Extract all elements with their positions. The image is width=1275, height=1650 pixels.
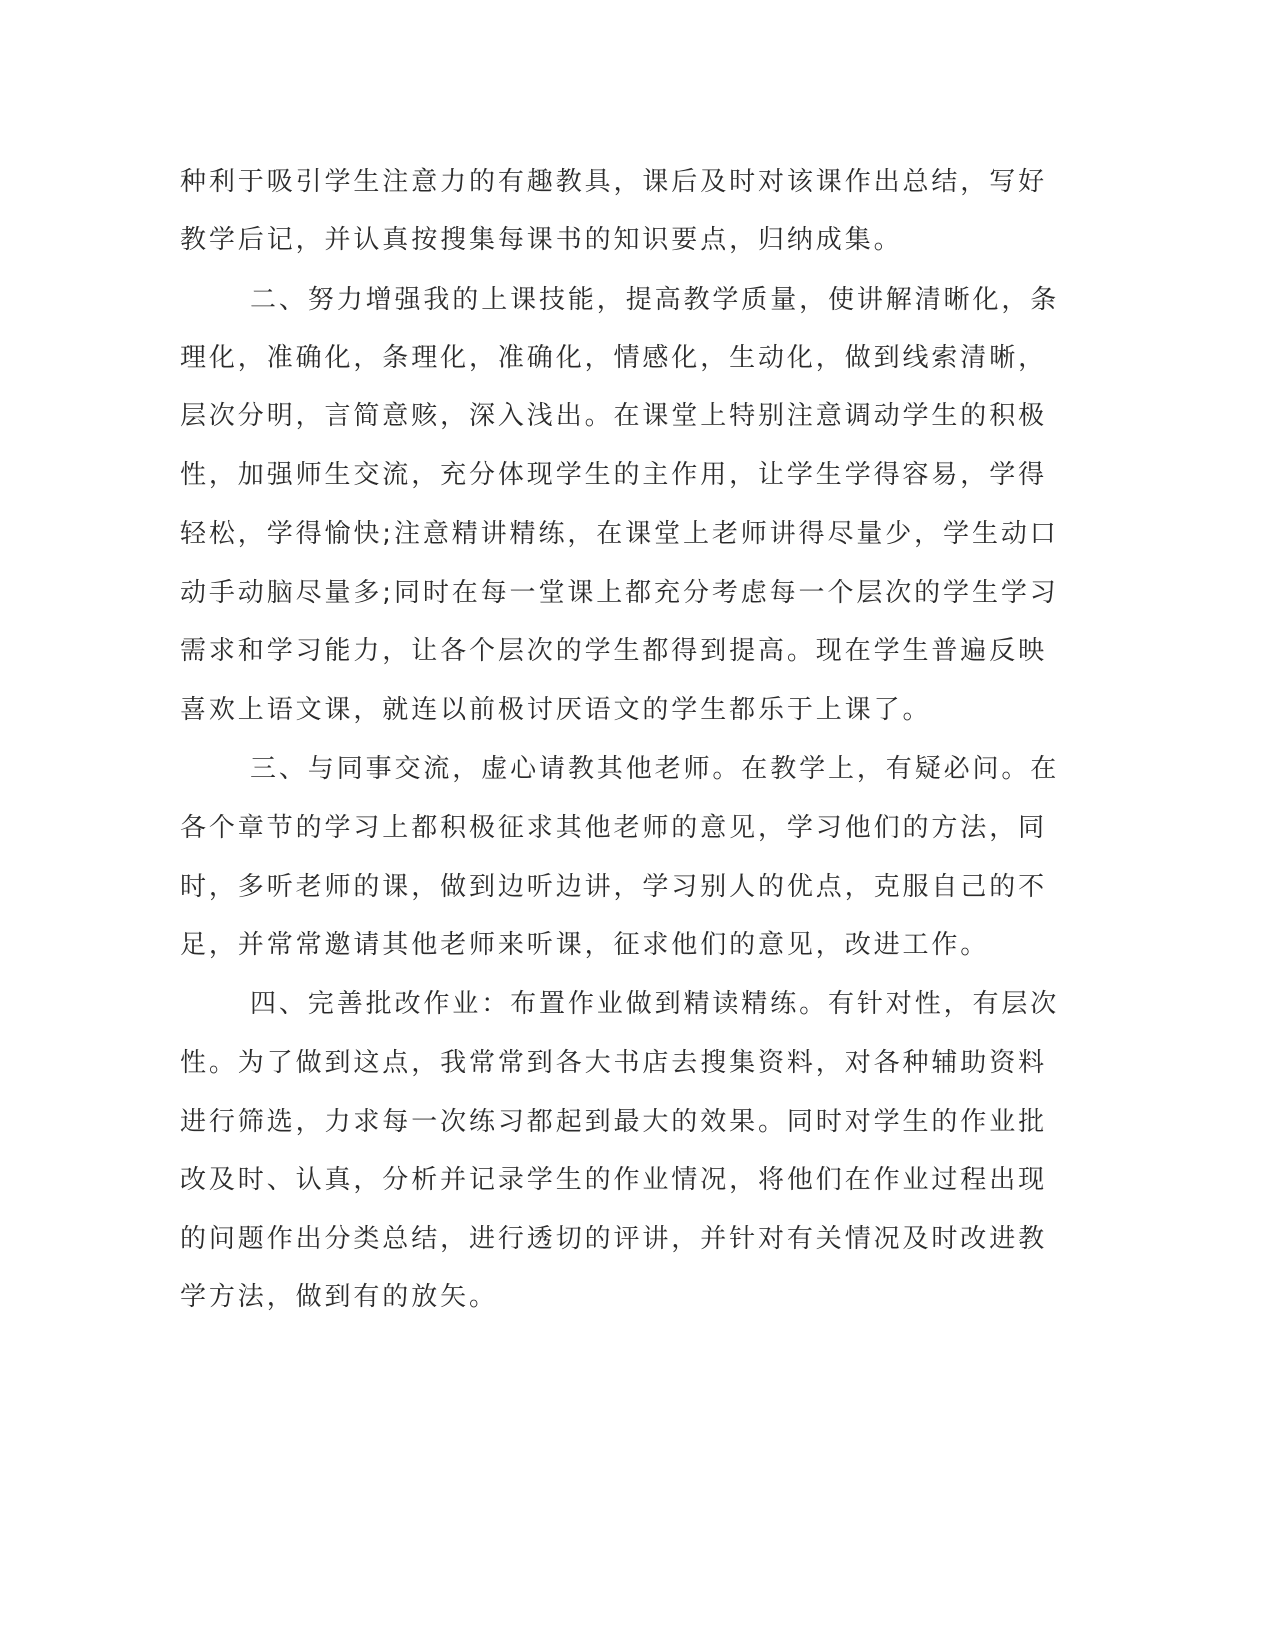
text-line: 学方法，做到有的放矢。: [180, 1282, 498, 1312]
text-line: 种利于吸引学生注意力的有趣教具，课后及时对该课作出总结，写好: [180, 167, 1048, 197]
text-line: 喜欢上语文课，就连以前极讨厌语文的学生都乐于上课了。: [180, 695, 932, 725]
text-line: 进行筛选，力求每一次练习都起到最大的效果。同时对学生的作业批: [180, 1107, 1048, 1137]
text-line: 教学后记，并认真按搜集每课书的知识要点，归纳成集。: [180, 225, 903, 255]
paragraph-start-line: 二、努力增强我的上课技能，提高教学质量，使讲解清晰化，条: [250, 285, 1060, 315]
text-line: 的问题作出分类总结，进行透切的评讲，并针对有关情况及时改进教: [180, 1224, 1048, 1254]
text-line: 轻松，学得愉快;注意精讲精练，在课堂上老师讲得尽量少，学生动口: [180, 519, 1059, 549]
text-line: 层次分明，言简意赅，深入浅出。在课堂上特别注意调动学生的积极: [180, 401, 1048, 431]
text-line: 动手动脑尽量多;同时在每一堂课上都充分考虑每一个层次的学生学习: [180, 578, 1059, 608]
text-line: 理化，准确化，条理化，准确化，情感化，生动化，做到线索清晰，: [180, 343, 1048, 373]
text-line: 足，并常常邀请其他老师来听课，征求他们的意见，改进工作。: [180, 930, 990, 960]
text-line: 性。为了做到这点，我常常到各大书店去搜集资料，对各种辅助资料: [180, 1048, 1048, 1078]
text-line: 需求和学习能力，让各个层次的学生都得到提高。现在学生普遍反映: [180, 636, 1048, 666]
paragraph-start-line: 三、与同事交流，虚心请教其他老师。在教学上，有疑必问。在: [250, 754, 1060, 784]
text-line: 各个章节的学习上都积极征求其他老师的意见，学习他们的方法，同: [180, 813, 1048, 843]
text-line: 改及时、认真，分析并记录学生的作业情况，将他们在作业过程出现: [180, 1165, 1048, 1195]
paragraph-start-line: 四、完善批改作业：布置作业做到精读精练。有针对性，有层次: [250, 989, 1060, 1019]
text-line: 性，加强师生交流，充分体现学生的主作用，让学生学得容易，学得: [180, 460, 1048, 490]
text-line: 时，多听老师的课，做到边听边讲，学习别人的优点，克服自己的不: [180, 872, 1048, 902]
